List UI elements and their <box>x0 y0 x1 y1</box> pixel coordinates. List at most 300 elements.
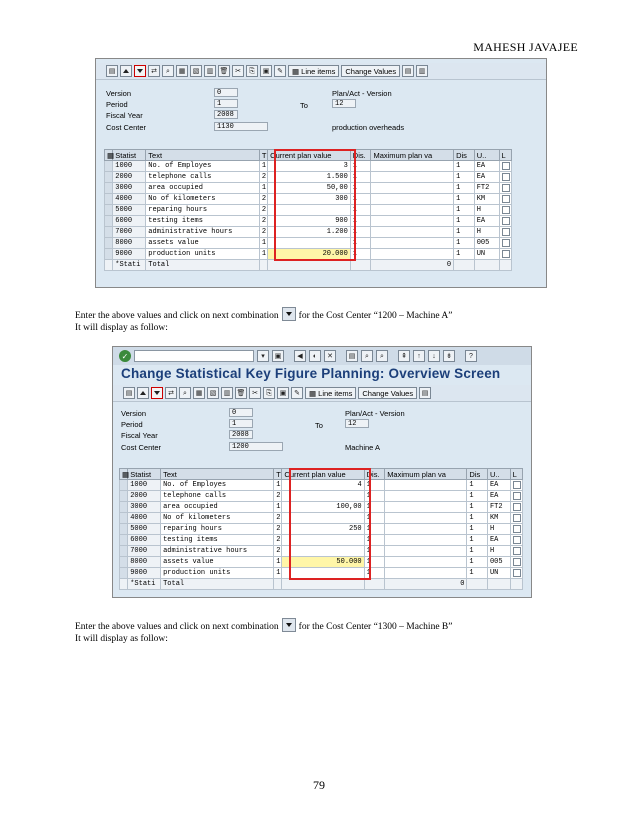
row-selector[interactable] <box>105 227 113 238</box>
column-header-current-plan-value-2[interactable]: Current plan value <box>282 469 364 480</box>
row-selector[interactable] <box>105 216 113 227</box>
max-plan-value-input[interactable] <box>385 502 467 513</box>
total-type-cell <box>259 260 267 271</box>
statistic-code-cell: 5000 <box>113 205 146 216</box>
copy-icon-2[interactable]: ⎘ <box>263 387 275 399</box>
type-cell: 2 <box>274 491 282 502</box>
next-combination-icon <box>282 307 296 321</box>
unit-cell: EA <box>487 480 510 491</box>
layout-icon[interactable]: ▥ <box>416 65 428 77</box>
find-next-icon[interactable]: ⌕ <box>376 350 388 362</box>
find-icon-3[interactable]: ⌕ <box>179 387 191 399</box>
cost-center-label-2: Cost Center <box>121 443 162 452</box>
column-header-max-plan-value-2[interactable]: Maximum plan va <box>385 469 467 480</box>
save-icon[interactable]: ▣ <box>272 350 284 362</box>
last-page-icon[interactable]: ⇟ <box>443 350 455 362</box>
max-plan-value-input[interactable] <box>385 546 467 557</box>
row-selector[interactable] <box>120 524 128 535</box>
row-selector[interactable] <box>120 513 128 524</box>
max-plan-value-input[interactable] <box>385 535 467 546</box>
sap-screen-2 <box>112 346 532 598</box>
lock-checkbox[interactable] <box>499 194 511 205</box>
statistic-code-cell: 3000 <box>113 183 146 194</box>
type-cell: 2 <box>274 524 282 535</box>
checkbox-icon[interactable] <box>513 569 521 577</box>
current-plan-value-input[interactable]: 4 <box>282 480 364 491</box>
application-toolbar <box>96 63 546 80</box>
total-label-cell: Total <box>161 579 274 590</box>
unit-cell: KM <box>474 194 499 205</box>
distribution-key-cell[interactable]: 1 <box>350 183 371 194</box>
distribution-key-cell[interactable]: 1 <box>350 249 371 260</box>
line-items-button-2[interactable]: ▦ Line items <box>305 387 356 399</box>
checkbox-icon[interactable] <box>513 547 521 555</box>
next-combination-button-2[interactable] <box>151 387 163 399</box>
current-plan-value-input[interactable]: 20.000 <box>268 249 351 260</box>
distribution-key-cell[interactable]: 1 <box>364 491 385 502</box>
current-plan-value-input[interactable]: 50.000 <box>282 557 364 568</box>
lock-checkbox[interactable] <box>510 524 522 535</box>
statistic-code-cell: 7000 <box>113 227 146 238</box>
current-plan-value-input[interactable]: 250 <box>282 524 364 535</box>
deselect-icon[interactable]: ▧ <box>190 65 202 77</box>
checkbox-icon[interactable] <box>502 184 510 192</box>
type-cell: 1 <box>274 502 282 513</box>
total-row <box>105 260 512 271</box>
to-label: To <box>300 101 308 110</box>
unit-cell: 005 <box>474 238 499 249</box>
instruction-line-1 <box>75 307 452 322</box>
lock-checkbox[interactable] <box>510 546 522 557</box>
cut-icon-2[interactable]: ✂ <box>249 387 261 399</box>
total-current-cell <box>282 579 364 590</box>
unit-cell: 005 <box>487 557 510 568</box>
lock-checkbox[interactable] <box>510 557 522 568</box>
statistic-code-cell: 4000 <box>113 194 146 205</box>
column-header-t-2[interactable]: T <box>274 469 282 480</box>
overview-icon[interactable]: ▤ <box>106 65 118 77</box>
type-cell: 2 <box>259 194 267 205</box>
cost-center-field[interactable]: 1130 <box>214 122 268 131</box>
text-cell: production units <box>146 249 260 260</box>
current-plan-value-input[interactable]: 300 <box>268 194 351 205</box>
row-selector[interactable] <box>120 480 128 491</box>
max-plan-value-input[interactable] <box>371 238 454 249</box>
period-to-field[interactable]: 12 <box>332 99 356 108</box>
statistic-code-cell: 4000 <box>128 513 161 524</box>
statistic-code-cell: 6000 <box>128 535 161 546</box>
statistic-code-cell: 9000 <box>113 249 146 260</box>
max-plan-value-input[interactable] <box>371 205 454 216</box>
lock-checkbox[interactable] <box>499 183 511 194</box>
distribution-key-cell[interactable]: 1 <box>350 227 371 238</box>
paste-icon-2[interactable]: ▣ <box>277 387 289 399</box>
distribution-key-2-cell[interactable]: 1 <box>454 238 475 249</box>
distribution-key-2-cell[interactable]: 1 <box>454 227 475 238</box>
text-cell: telephone calls <box>146 172 260 183</box>
other-combination-icon-2[interactable]: ⇄ <box>165 387 177 399</box>
text-cell: area occupied <box>161 502 274 513</box>
distribution-key-2-cell[interactable]: 1 <box>454 205 475 216</box>
delete-icon[interactable]: 🗑 <box>218 65 230 77</box>
column-header-current-plan-value[interactable]: Current plan value <box>268 150 351 161</box>
row-selector[interactable] <box>120 491 128 502</box>
distribution-key-cell[interactable]: 1 <box>364 557 385 568</box>
text-cell: telephone calls <box>161 491 274 502</box>
previous-combination-button[interactable] <box>120 65 132 77</box>
back-icon[interactable]: ◀ <box>294 350 306 362</box>
lock-checkbox[interactable] <box>499 249 511 260</box>
lock-checkbox[interactable] <box>499 172 511 183</box>
cancel-icon[interactable]: ✕ <box>324 350 336 362</box>
select-all-icon[interactable]: ▦ <box>176 65 188 77</box>
fiscal-year-field[interactable]: 2008 <box>214 110 238 119</box>
distribution-key-2-cell[interactable]: 1 <box>467 513 488 524</box>
unit-cell: EA <box>474 172 499 183</box>
enter-icon[interactable]: ✓ <box>119 350 131 362</box>
select-all-icon-2[interactable]: ▦ <box>193 387 205 399</box>
distribution-key-2-cell[interactable]: 1 <box>454 183 475 194</box>
text-cell: reparing hours <box>146 205 260 216</box>
total-dis-cell <box>364 579 385 590</box>
type-cell: 1 <box>274 568 282 579</box>
current-plan-value-input[interactable]: 100,00 <box>282 502 364 513</box>
distribution-key-cell[interactable]: 1 <box>364 502 385 513</box>
text-cell: testing items <box>161 535 274 546</box>
version-field-2[interactable]: 0 <box>229 408 253 417</box>
distribution-key-cell[interactable]: 1 <box>364 535 385 546</box>
distribution-key-2-cell[interactable]: 1 <box>467 557 488 568</box>
row-selector[interactable] <box>120 546 128 557</box>
unit-cell: FT2 <box>487 502 510 513</box>
deselect-icon-2[interactable]: ▧ <box>207 387 219 399</box>
row-selector[interactable] <box>120 535 128 546</box>
column-header-dis-2a[interactable]: Dis. <box>364 469 385 480</box>
fiscal-year-label-2: Fiscal Year <box>121 431 158 440</box>
column-header-unit[interactable]: U.. <box>474 150 499 161</box>
row-selector[interactable] <box>120 568 128 579</box>
checkbox-icon[interactable] <box>502 162 510 170</box>
overview-icon-2[interactable]: ▤ <box>123 387 135 399</box>
checkbox-icon[interactable] <box>502 217 510 225</box>
row-selector[interactable] <box>105 183 113 194</box>
screen-title: Change Statistical Key Figure Planning: Overview Screen <box>121 366 501 381</box>
type-cell: 2 <box>274 546 282 557</box>
select-all-header-2[interactable]: ▦ <box>120 469 128 480</box>
row-selector[interactable] <box>105 249 113 260</box>
max-plan-value-input[interactable] <box>371 194 454 205</box>
statistic-code-cell: 5000 <box>128 524 161 535</box>
distribution-key-cell[interactable]: 1 <box>350 205 371 216</box>
checkbox-icon[interactable] <box>502 173 510 181</box>
distribution-key-cell[interactable]: 1 <box>350 161 371 172</box>
highlight-current-plan-column-2 <box>289 468 371 580</box>
type-cell: 1 <box>259 161 267 172</box>
checkbox-icon[interactable] <box>502 239 510 247</box>
version-label: Version <box>106 89 132 98</box>
max-plan-value-input[interactable] <box>385 524 467 535</box>
statistic-code-cell: 8000 <box>113 238 146 249</box>
cut-icon[interactable]: ✂ <box>232 65 244 77</box>
column-header-t[interactable]: T <box>259 150 267 161</box>
total-dis2-cell <box>467 579 488 590</box>
text-cell: area occupied <box>146 183 260 194</box>
find-icon-2[interactable]: ⌕ <box>361 350 373 362</box>
checkbox-icon[interactable] <box>502 228 510 236</box>
distribution-key-2-cell[interactable]: 1 <box>467 502 488 513</box>
max-plan-value-input[interactable] <box>371 161 454 172</box>
export-icon-2[interactable]: ▤ <box>419 387 431 399</box>
lock-checkbox[interactable] <box>499 238 511 249</box>
instruction-text-before-2: Enter the above values and click on next combination <box>75 622 279 632</box>
first-page-icon[interactable]: ⇞ <box>398 350 410 362</box>
fiscal-year-field-2[interactable]: 2008 <box>229 430 253 439</box>
text-cell: assets value <box>161 557 274 568</box>
other-combination-icon[interactable]: ⇄ <box>148 65 160 77</box>
column-header-l-2[interactable]: L <box>510 469 522 480</box>
statistic-code-cell: 8000 <box>128 557 161 568</box>
instruction-line-4: It will display as follow: <box>75 634 168 644</box>
column-header-dis-2[interactable]: Dis <box>454 150 475 161</box>
period-from-field-2[interactable]: 1 <box>229 419 253 428</box>
select-block-icon[interactable]: ▥ <box>204 65 216 77</box>
checkbox-icon[interactable] <box>502 206 510 214</box>
distribution-key-2-cell[interactable]: 1 <box>467 568 488 579</box>
paste-icon[interactable]: ▣ <box>260 65 272 77</box>
unit-cell: KM <box>487 513 510 524</box>
max-plan-value-input[interactable] <box>371 249 454 260</box>
statistic-code-cell: 9000 <box>128 568 161 579</box>
type-cell: 1 <box>274 480 282 491</box>
text-cell: reparing hours <box>161 524 274 535</box>
column-header-statist-2[interactable]: Statist <box>128 469 161 480</box>
total-unit-cell <box>474 260 499 271</box>
instruction-line-2: It will display as follow: <box>75 323 168 333</box>
max-plan-value-input[interactable] <box>385 557 467 568</box>
column-header-text[interactable]: Text <box>146 150 260 161</box>
text-cell: No of kilometers <box>146 194 260 205</box>
unit-cell: EA <box>474 216 499 227</box>
distribution-key-cell[interactable]: 1 <box>364 480 385 491</box>
checkbox-icon[interactable] <box>513 525 521 533</box>
lock-checkbox[interactable] <box>510 480 522 491</box>
row-selector <box>105 260 113 271</box>
row-selector <box>120 579 128 590</box>
plan-version-label-2: Plan/Act - Version <box>345 409 405 418</box>
lock-checkbox[interactable] <box>510 568 522 579</box>
distribution-key-cell[interactable]: 1 <box>364 513 385 524</box>
edit-icon[interactable]: ✎ <box>274 65 286 77</box>
edit-icon-2[interactable]: ✎ <box>291 387 303 399</box>
text-cell: testing items <box>146 216 260 227</box>
checkbox-icon[interactable] <box>502 195 510 203</box>
row-selector[interactable] <box>105 205 113 216</box>
period-to-field-2[interactable]: 12 <box>345 419 369 428</box>
lock-checkbox[interactable] <box>499 161 511 172</box>
lock-checkbox[interactable] <box>510 491 522 502</box>
highlight-current-plan-column <box>274 149 356 261</box>
total-unit-cell <box>487 579 510 590</box>
row-selector[interactable] <box>105 194 113 205</box>
instruction-paragraph-2 <box>75 618 452 645</box>
lock-checkbox[interactable] <box>510 535 522 546</box>
column-header-l[interactable]: L <box>499 150 511 161</box>
statistic-code-cell: 3000 <box>128 502 161 513</box>
current-plan-value-input[interactable]: 900 <box>268 216 351 227</box>
distribution-key-cell[interactable]: 1 <box>364 568 385 579</box>
total-l-cell <box>499 260 511 271</box>
column-header-unit-2[interactable]: U.. <box>487 469 510 480</box>
row-selector[interactable] <box>105 172 113 183</box>
change-values-button-2[interactable]: Change Values <box>358 387 417 399</box>
select-block-icon-2[interactable]: ▥ <box>221 387 233 399</box>
next-page-icon[interactable]: ↓ <box>428 350 440 362</box>
type-cell: 2 <box>259 227 267 238</box>
current-plan-value-input[interactable]: 50,00 <box>268 183 351 194</box>
row-selector[interactable] <box>105 161 113 172</box>
statistic-code-cell: 1000 <box>128 480 161 491</box>
total-label-cell: Total <box>146 260 260 271</box>
unit-cell: H <box>487 546 510 557</box>
instruction-text-after: for the Cost Center “1200 – Machine A” <box>298 311 453 321</box>
next-combination-button[interactable] <box>134 65 146 77</box>
column-header-max-plan-value[interactable]: Maximum plan va <box>371 150 454 161</box>
type-cell: 1 <box>259 249 267 260</box>
distribution-key-2-cell[interactable]: 1 <box>454 161 475 172</box>
distribution-key-2-cell[interactable]: 1 <box>467 546 488 557</box>
export-icon[interactable]: ▤ <box>402 65 414 77</box>
distribution-key-cell[interactable]: 1 <box>350 216 371 227</box>
version-field[interactable]: 0 <box>214 88 238 97</box>
distribution-key-2-cell[interactable]: 1 <box>467 535 488 546</box>
cost-center-description-2: Machine A <box>345 443 381 452</box>
distribution-key-2-cell[interactable]: 1 <box>454 172 475 183</box>
statistic-code-cell: 2000 <box>128 491 161 502</box>
checkbox-icon[interactable] <box>513 514 521 522</box>
max-plan-value-input[interactable] <box>385 568 467 579</box>
unit-cell: UN <box>474 249 499 260</box>
help-icon[interactable]: ? <box>465 350 477 362</box>
line-items-label-2: Line items <box>318 388 353 398</box>
column-header-dis-2b[interactable]: Dis <box>467 469 488 480</box>
distribution-key-2-cell[interactable]: 1 <box>454 194 475 205</box>
distribution-key-2-cell[interactable]: 1 <box>454 216 475 227</box>
unit-cell: H <box>474 205 499 216</box>
total-value-cell: 0 <box>371 260 454 271</box>
distribution-key-cell[interactable]: 1 <box>350 238 371 249</box>
max-plan-value-input[interactable] <box>371 172 454 183</box>
delete-icon-2[interactable]: 🗑 <box>235 387 247 399</box>
distribution-key-cell[interactable]: 1 <box>350 172 371 183</box>
total-dis-cell <box>350 260 371 271</box>
lock-checkbox[interactable] <box>510 513 522 524</box>
change-values-button[interactable]: Change Values <box>341 65 400 77</box>
distribution-key-cell[interactable]: 1 <box>364 524 385 535</box>
statistic-code-cell: 6000 <box>113 216 146 227</box>
current-plan-value-input[interactable]: 1.200 <box>268 227 351 238</box>
current-plan-value-input[interactable]: 1.500 <box>268 172 351 183</box>
find-icon[interactable]: ⌕ <box>162 65 174 77</box>
max-plan-value-input[interactable] <box>371 227 454 238</box>
statistic-code-cell: 2000 <box>113 172 146 183</box>
line-items-button[interactable]: ▦ Line items <box>288 65 339 77</box>
max-plan-value-input[interactable] <box>385 513 467 524</box>
cost-center-field-2[interactable]: 1200 <box>229 442 283 451</box>
unit-cell: FT2 <box>474 183 499 194</box>
distribution-key-2-cell[interactable]: 1 <box>467 480 488 491</box>
previous-combination-button-2[interactable] <box>137 387 149 399</box>
instruction-text-before: Enter the above values and click on next combination <box>75 311 279 321</box>
instruction-text-after-2: for the Cost Center “1300 – Machine B” <box>298 622 453 632</box>
distribution-key-cell[interactable]: 1 <box>350 194 371 205</box>
exit-icon[interactable]: ◐ <box>309 350 321 362</box>
distribution-key-cell[interactable]: 1 <box>364 546 385 557</box>
checkbox-icon[interactable] <box>513 536 521 544</box>
type-cell: 2 <box>274 513 282 524</box>
print-icon[interactable]: ▤ <box>346 350 358 362</box>
command-dropdown-icon[interactable]: ▾ <box>257 350 269 362</box>
sap-screen-1 <box>95 58 547 288</box>
max-plan-value-input[interactable] <box>385 480 467 491</box>
period-from-field[interactable]: 1 <box>214 99 238 108</box>
previous-page-icon[interactable]: ↑ <box>413 350 425 362</box>
row-selector[interactable] <box>120 502 128 513</box>
line-items-label: Line items <box>301 66 336 76</box>
checkbox-icon[interactable] <box>502 250 510 258</box>
checkbox-icon[interactable] <box>513 492 521 500</box>
column-header-statist[interactable]: Statist <box>113 150 146 161</box>
unit-cell: UN <box>487 568 510 579</box>
select-all-header[interactable]: ▦ <box>105 150 113 161</box>
column-header-dis[interactable]: Dis. <box>350 150 371 161</box>
type-cell: 1 <box>274 557 282 568</box>
distribution-key-2-cell[interactable]: 1 <box>467 491 488 502</box>
next-combination-icon-2 <box>282 618 296 632</box>
text-cell: No of kilometers <box>161 513 274 524</box>
statistic-code-cell: 1000 <box>113 161 146 172</box>
distribution-key-2-cell[interactable]: 1 <box>467 524 488 535</box>
total-value-cell: 0 <box>385 579 467 590</box>
checkbox-icon[interactable] <box>513 481 521 489</box>
checkbox-icon[interactable] <box>513 503 521 511</box>
instruction-line-3 <box>75 618 452 633</box>
checkbox-icon[interactable] <box>513 558 521 566</box>
lock-checkbox[interactable] <box>499 205 511 216</box>
max-plan-value-input[interactable] <box>371 183 454 194</box>
total-code-cell: *Stati <box>128 579 161 590</box>
text-cell: No. of Employes <box>161 480 274 491</box>
command-field[interactable] <box>134 350 254 362</box>
copy-icon[interactable]: ⎘ <box>246 65 258 77</box>
current-plan-value-input[interactable]: 3 <box>268 161 351 172</box>
lock-checkbox[interactable] <box>499 216 511 227</box>
total-current-cell <box>268 260 351 271</box>
unit-cell: EA <box>487 535 510 546</box>
text-cell: No. of Employes <box>146 161 260 172</box>
fiscal-year-label: Fiscal Year <box>106 111 143 120</box>
column-header-text-2[interactable]: Text <box>161 469 274 480</box>
lock-checkbox[interactable] <box>510 502 522 513</box>
distribution-key-2-cell[interactable]: 1 <box>454 249 475 260</box>
max-plan-value-input[interactable] <box>385 491 467 502</box>
period-label-2: Period <box>121 420 143 429</box>
row-selector[interactable] <box>120 557 128 568</box>
type-cell: 2 <box>274 535 282 546</box>
row-selector[interactable] <box>105 238 113 249</box>
max-plan-value-input[interactable] <box>371 216 454 227</box>
lock-checkbox[interactable] <box>499 227 511 238</box>
page-number: 79 <box>313 778 325 792</box>
